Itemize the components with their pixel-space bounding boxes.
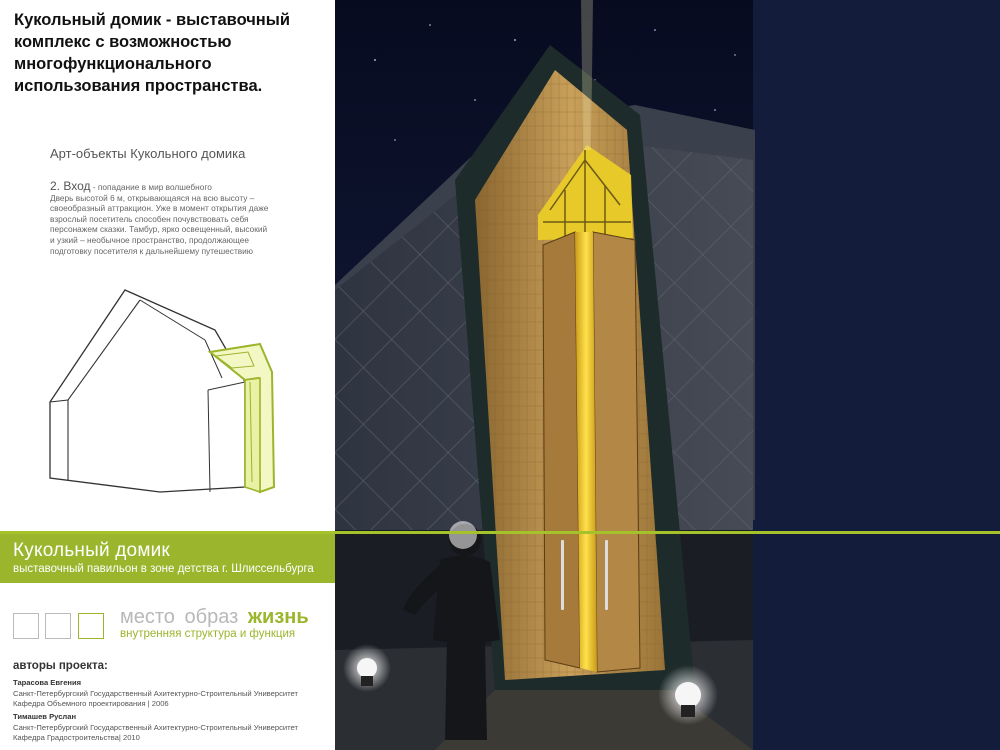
tagline-word: образ [184, 606, 239, 628]
author-department: Кафедра Градостроительства| 2010 [13, 733, 140, 742]
house-outline-sketch [40, 282, 290, 497]
item-line: своеобразный аттракцион. Уже в момент открытия даже [50, 203, 269, 214]
author-name: Тарасова Евгения [13, 678, 82, 687]
item-line: Дверь высотой 6 м, открывающаяся на всю высоту – [50, 192, 255, 203]
item-title: 2. Вход [50, 179, 91, 193]
author-department: Кафедра Объемного проектирования | 2006 [13, 699, 169, 708]
category-box-life [78, 613, 104, 639]
page-title: Кукольный домик - выставочный комплекс с возможностью многофункционального использования пространства. [14, 11, 291, 95]
item-line: взрослый посетитель способен почувствовать себя [50, 213, 249, 224]
tagline-word: место [120, 606, 175, 628]
author-name: Тимашев Руслан [13, 712, 77, 721]
author-entry [13, 712, 333, 744]
category-box-image [45, 613, 71, 639]
tagline [120, 606, 309, 629]
item-description [50, 181, 295, 256]
author-entry [13, 678, 333, 710]
author-university: Санкт-Петербургский Государственный Ахитектурно-Строительный Университет [13, 722, 298, 732]
item-line: персонажем сказки. Тамбур, ярко освещенный, высокий [50, 224, 268, 235]
night-entrance-render [335, 0, 1000, 750]
author-university: Санкт-Петербургский Государственный Ахитектурно-Строительный Университет [13, 688, 298, 698]
item-lead: - попадание в мир волшебного [90, 182, 212, 192]
item-line: подготовку посетителя к дальнейшему путешествию [50, 245, 254, 256]
tagline-subtitle: внутренняя структура и функция [120, 628, 296, 640]
section-title: Арт-объекты Кукольного домика [50, 146, 246, 161]
authors-label: авторы проекта: [13, 660, 108, 672]
category-box-place [13, 613, 39, 639]
item-line: и узкий – необычное пространство, продолжающее [50, 234, 249, 245]
banner-subtitle: выставочный павильон в зоне детства г. Шлиссельбурга [13, 563, 314, 575]
accent-divider-line [0, 531, 1000, 534]
banner-title: Кукольный домик [13, 540, 170, 561]
info-panel [0, 0, 335, 750]
tagline-word-active: жизнь [247, 606, 309, 628]
